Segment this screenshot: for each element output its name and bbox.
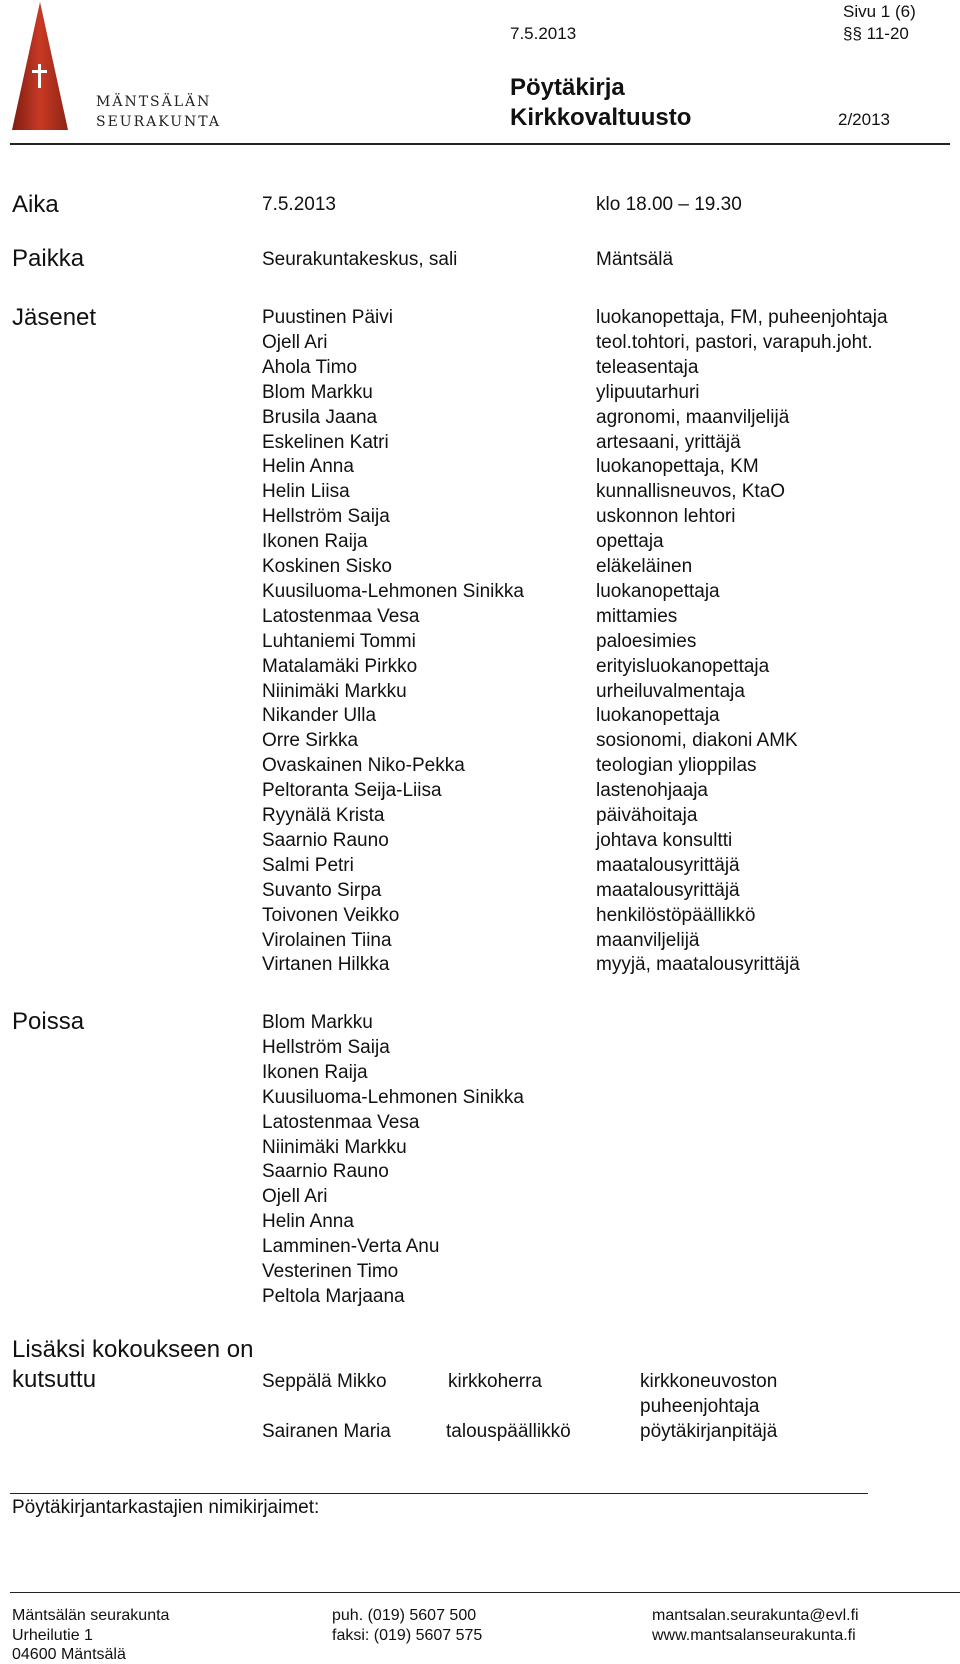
member-row xyxy=(0,930,960,955)
member-title: teologian ylioppilas xyxy=(596,755,757,777)
footer-email[interactable]: mantsalan.seurakunta@evl.fi xyxy=(652,1607,859,1624)
member-row xyxy=(0,382,960,407)
absent-member: Peltola Marjaana xyxy=(262,1285,405,1307)
member-name: Nikander Ulla xyxy=(262,705,377,727)
minutes-number: 2/2013 xyxy=(838,110,890,129)
document-type: Pöytäkirja xyxy=(510,74,625,101)
meeting-town: Mäntsälä xyxy=(596,249,674,270)
member-name: Saarnio Rauno xyxy=(262,829,389,851)
member-title: erityisluokanopettaja xyxy=(596,655,770,677)
member-name: Helin Anna xyxy=(262,456,354,478)
absent-member: Niinimäki Markku xyxy=(262,1136,407,1158)
member-row xyxy=(0,481,960,506)
member-title: ylipuutarhuri xyxy=(596,381,700,403)
member-row xyxy=(0,631,960,656)
member-title: johtava konsultti xyxy=(596,829,733,851)
meeting-date: 7.5.2013 xyxy=(262,194,336,215)
logo-text-line1: MÄNTSÄLÄN xyxy=(96,94,212,110)
member-row xyxy=(0,531,960,556)
member-row xyxy=(0,755,960,780)
member-name: Ahola Timo xyxy=(262,356,358,378)
member-name: Ojell Ari xyxy=(262,331,328,353)
member-row xyxy=(0,656,960,681)
member-title: eläkeläinen xyxy=(596,556,693,577)
member-row xyxy=(0,556,960,581)
member-title: myyjä, maatalousyrittäjä xyxy=(596,954,800,976)
member-name: Salmi Petri xyxy=(262,854,354,876)
member-name: Luhtaniemi Tommi xyxy=(262,630,416,652)
member-name: Helin Liisa xyxy=(262,481,350,503)
member-title: sosionomi, diakoni AMK xyxy=(596,730,798,752)
invited-name: Sairanen Maria xyxy=(262,1421,391,1442)
member-title: maatalousyrittäjä xyxy=(596,854,740,876)
section-range: §§ 11-20 xyxy=(843,24,909,43)
footer-website[interactable]: www.mantsalanseurakunta.fi xyxy=(652,1627,856,1644)
absent-member: Helin Anna xyxy=(262,1211,354,1233)
absent-member: Blom Markku xyxy=(262,1012,373,1033)
member-name: Matalamäki Pirkko xyxy=(262,655,418,677)
member-title: uskonnon lehtori xyxy=(596,506,736,528)
member-row xyxy=(0,780,960,805)
meeting-time: klo 18.00 – 19.30 xyxy=(596,194,742,215)
member-row xyxy=(0,905,960,930)
member-name: Peltoranta Seija-Liisa xyxy=(262,780,442,802)
member-name: Virtanen Hilkka xyxy=(262,954,390,976)
footer-phone: puh. (019) 5607 500 xyxy=(332,1607,477,1624)
invited-role: kirkkoherra xyxy=(448,1371,542,1392)
member-name: Kuusiluoma-Lehmonen Sinikka xyxy=(262,580,524,602)
absent-member: Vesterinen Timo xyxy=(262,1261,399,1282)
invited-role: talouspäällikkö xyxy=(446,1421,571,1442)
member-name: Virolainen Tiina xyxy=(262,929,392,951)
member-row xyxy=(0,456,960,481)
signature-label: Pöytäkirjantarkastajien nimikirjaimet: xyxy=(12,1497,320,1518)
member-title: luokanopettaja, KM xyxy=(596,456,759,478)
invited-duty: pöytäkirjanpitäjä xyxy=(640,1421,778,1442)
member-name: Ovaskainen Niko-Pekka xyxy=(262,755,465,777)
member-title: kunnallisneuvos, KtaO xyxy=(596,481,786,503)
governing-body: Kirkkovaltuusto xyxy=(510,104,692,131)
signature-line xyxy=(10,1493,868,1494)
meeting-place: Seurakuntakeskus, sali xyxy=(262,249,458,270)
member-row xyxy=(0,432,960,457)
absent-member: Kuusiluoma-Lehmonen Sinikka xyxy=(262,1086,524,1108)
absent-member: Ikonen Raija xyxy=(262,1061,368,1083)
absent-member: Latostenmaa Vesa xyxy=(262,1111,420,1133)
member-title: teol.tohtori, pastori, varapuh.joht. xyxy=(596,331,873,353)
member-row xyxy=(0,681,960,706)
member-title: luokanopettaja, FM, puheenjohtaja xyxy=(596,307,888,328)
member-title: maatalousyrittäjä xyxy=(596,879,740,901)
member-row xyxy=(0,805,960,830)
members-label: Jäsenet xyxy=(12,304,97,331)
time-label: Aika xyxy=(12,191,59,218)
member-row xyxy=(0,357,960,382)
member-row xyxy=(0,830,960,855)
member-title: luokanopettaja xyxy=(596,705,720,727)
page-number: Sivu 1 (6) xyxy=(843,2,916,21)
absent-member: Saarnio Rauno xyxy=(262,1161,389,1183)
member-row xyxy=(0,307,960,332)
member-name: Hellström Saija xyxy=(262,506,390,528)
member-row xyxy=(0,606,960,631)
member-row xyxy=(0,332,960,357)
absent-member: Lamminen-Verta Anu xyxy=(262,1236,440,1258)
invited-duty-cont: puheenjohtaja xyxy=(640,1396,760,1417)
absent-label: Poissa xyxy=(12,1008,85,1035)
member-name: Ikonen Raija xyxy=(262,531,368,553)
member-title: artesaani, yrittäjä xyxy=(596,431,741,453)
absent-member: Hellström Saija xyxy=(262,1036,390,1058)
member-row xyxy=(0,506,960,531)
member-row xyxy=(0,954,960,979)
member-title: mittamies xyxy=(596,605,678,627)
parish-logo xyxy=(10,2,221,137)
member-name: Blom Markku xyxy=(262,381,373,403)
member-row xyxy=(0,730,960,755)
header-date: 7.5.2013 xyxy=(510,24,577,43)
member-title: teleasentaja xyxy=(596,356,699,378)
member-name: Suvanto Sirpa xyxy=(262,879,382,901)
member-title: agronomi, maanviljelijä xyxy=(596,406,790,428)
member-title: lastenohjaaja xyxy=(596,780,708,802)
invited-label-line1: Lisäksi kokoukseen on xyxy=(12,1336,254,1363)
member-name: Toivonen Veikko xyxy=(262,904,400,926)
member-title: luokanopettaja xyxy=(596,580,720,602)
member-name: Orre Sirkka xyxy=(262,730,359,752)
member-name: Niinimäki Markku xyxy=(262,680,407,702)
absent-member: Ojell Ari xyxy=(262,1186,328,1208)
member-row xyxy=(0,855,960,880)
footer-postcode: 04600 Mäntsälä xyxy=(12,1646,126,1663)
member-title: paloesimies xyxy=(596,630,697,652)
member-title: henkilöstöpäällikkö xyxy=(596,904,756,926)
invited-label-line2: kutsuttu xyxy=(12,1366,97,1393)
place-label: Paikka xyxy=(12,245,85,272)
member-row xyxy=(0,705,960,730)
member-row xyxy=(0,581,960,606)
member-name: Brusila Jaana xyxy=(262,406,378,428)
member-title: maanviljelijä xyxy=(596,929,700,951)
member-name: Ryynälä Krista xyxy=(262,805,385,826)
logo-text-line2: SEURAKUNTA xyxy=(96,114,221,130)
header-divider xyxy=(10,143,950,145)
member-title: urheiluvalmentaja xyxy=(596,680,745,702)
member-title: päivähoitaja xyxy=(596,805,698,826)
member-name: Koskinen Sisko xyxy=(262,556,392,577)
footer-divider xyxy=(10,1592,960,1593)
footer-fax: faksi: (019) 5607 575 xyxy=(332,1627,483,1644)
member-title: opettaja xyxy=(596,531,664,553)
member-name: Eskelinen Katri xyxy=(262,431,389,453)
member-row xyxy=(0,880,960,905)
footer-street: Urheilutie 1 xyxy=(12,1627,93,1644)
invited-name: Seppälä Mikko xyxy=(262,1371,387,1392)
member-name: Puustinen Päivi xyxy=(262,307,393,328)
footer-org: Mäntsälän seurakunta xyxy=(12,1607,170,1624)
invited-duty: kirkkoneuvoston xyxy=(640,1371,778,1392)
member-row xyxy=(0,407,960,432)
member-name: Latostenmaa Vesa xyxy=(262,605,420,627)
